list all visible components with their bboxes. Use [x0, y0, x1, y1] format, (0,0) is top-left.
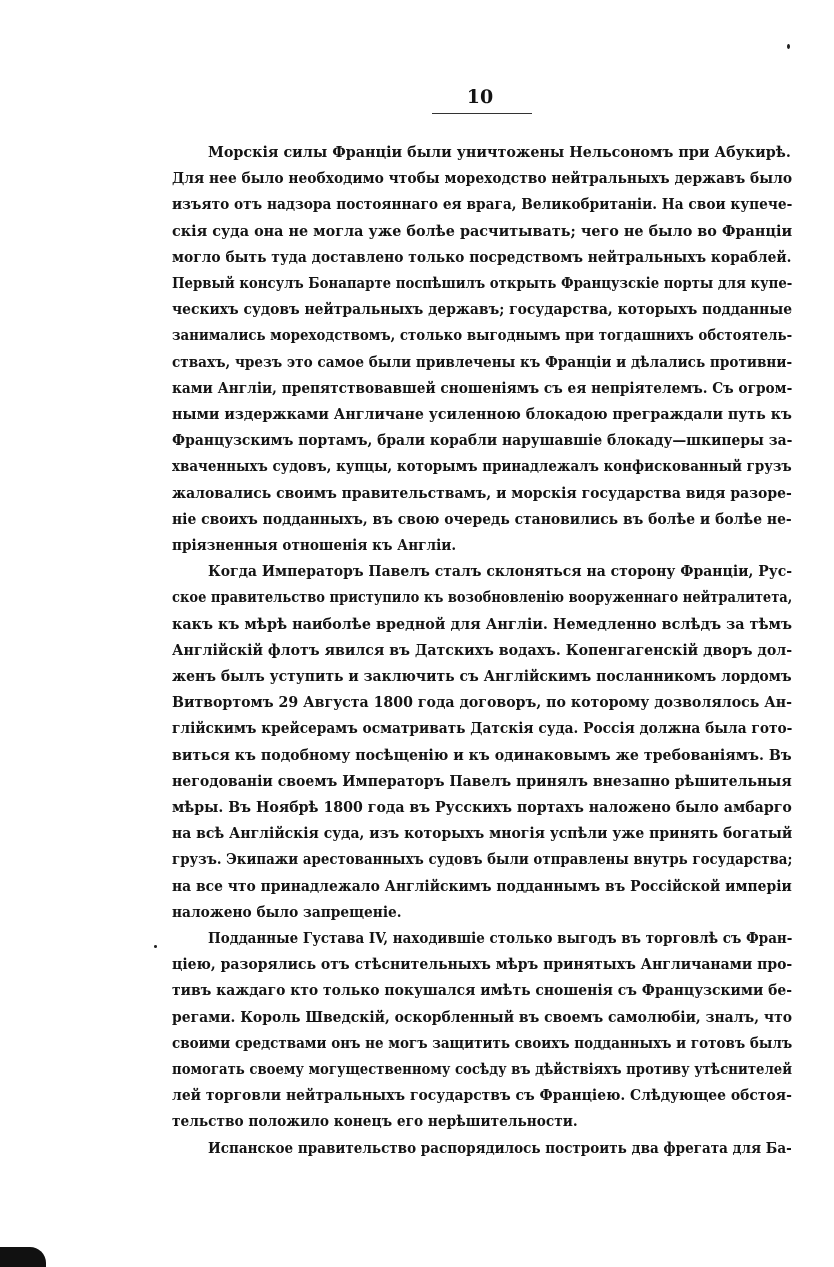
text-line: мѣры. Въ Ноябрѣ 1800 года въ Русскихъ портахъ наложено было амбарго [172, 798, 792, 816]
scan-corner-mark [0, 1247, 46, 1267]
text-line: изъято отъ надзора постояннаго ея врага, Великобританіи. На свои купече- [172, 195, 793, 213]
text-line: тивъ каждаго кто только покушался имѣть сношенія съ Французскими бе- [172, 981, 793, 999]
text-line: ніе своихъ подданныхъ, въ свою очередь становились въ болѣе и болѣе не- [172, 510, 792, 528]
text-line: ское правительство приступило къ возобновленію вооруженнаго нейтралитета, [172, 588, 793, 606]
text-line: своими средствами онъ не могъ защитить своихъ подданныхъ и готовъ былъ [172, 1034, 793, 1052]
text-line: негодованіи своемъ Императоръ Павелъ принялъ внезапно рѣшительныя [172, 772, 792, 790]
text-line: скія суда она не могла уже болѣе расчитывать; чего не было во Франціи [172, 222, 793, 240]
text-line: ціею, разорялись отъ стѣснительныхъ мѣръ принятыхъ Англичанами про- [172, 955, 793, 973]
text-line: Морскія силы Франціи были уничтожены Нельсономъ при Абукирѣ. [208, 143, 791, 161]
text-line: ческихъ судовъ нейтральныхъ державъ; государства, которыхъ подданные [172, 300, 793, 318]
text-line: глійскимъ крейсерамъ осматривать Датскія суда. Россія должна была гото- [172, 719, 793, 737]
text-line: Подданные Густава IV, находившіе столько выгодъ въ торговлѣ съ Фран- [208, 929, 793, 947]
text-line: на всѣ Англійскія суда, изъ которыхъ многія успѣли уже принять богатый [172, 824, 793, 842]
text-line: тельство положило конецъ его нерѣшительности. [172, 1112, 578, 1130]
text-line: пріязненныя отношенія къ Англіи. [172, 536, 457, 554]
text-line: Витвортомъ 29 Августа 1800 года договоръ, по которому дозволялось Ан- [172, 693, 792, 711]
text-line: Испанское правительство распорядилось построить два фрегата для Ба- [208, 1139, 792, 1157]
scan-speck [787, 44, 790, 49]
text-line: занимались мореходствомъ, столько выгоднымъ при тогдашнихъ обстоятель- [172, 326, 793, 344]
text-line: Англійскій флотъ явился въ Датскихъ водахъ. Копенгагенскій дворъ дол- [172, 641, 793, 659]
text-line: ными издержками Англичане усиленною блокадою преграждали путь къ [172, 405, 792, 423]
text-line: ствахъ, чрезъ это самое были привлечены къ Франціи и дѣлались противни- [172, 353, 793, 371]
text-line: какъ къ мѣрѣ наиболѣе вредной для Англіи. Немедленно вслѣдъ за тѣмъ [172, 615, 793, 633]
text-line: хваченныхъ судовъ, купцы, которымъ принадлежалъ конфискованный грузъ [172, 457, 792, 475]
text-line: помогать своему могущественному сосѣду въ дѣйствіяхъ противу утѣснителей [172, 1060, 793, 1078]
text-line: ками Англіи, препятствовавшей сношеніямъ съ ея непріятелемъ. Съ огром- [172, 379, 793, 397]
text-line: грузъ. Экипажи арестованныхъ судовъ были отправлены внутрь государства; [172, 850, 793, 868]
text-line: лей торговли нейтральныхъ государствъ съ Франціею. Слѣдующее обстоя- [172, 1086, 792, 1104]
page-number: 10 [466, 86, 494, 108]
text-line: на все что принадлежало Англійскимъ подданнымъ въ Россійской имперіи [172, 877, 792, 895]
text-line: могло быть туда доставлено только посредствомъ нейтральныхъ кораблей. [172, 248, 792, 266]
text-line: Первый консулъ Бонапарте поспѣшилъ открыть Французскіе порты для купе- [172, 274, 793, 292]
text-line: виться къ подобному посѣщенію и къ одинаковымъ же требованіямъ. Въ [172, 746, 792, 764]
page-number-rule [432, 113, 532, 114]
text-line: жаловались своимъ правительствамъ, и морскія государства видя разоре- [172, 484, 792, 502]
text-line: регами. Король Шведскій, оскорбленный въ своемъ самолюбіи, зналъ, что [172, 1008, 792, 1026]
text-line: Когда Императоръ Павелъ сталъ склоняться на сторону Франціи, Рус- [208, 562, 793, 580]
text-line: Для нее было необходимо чтобы мореходство нейтральныхъ державъ было [172, 169, 793, 187]
text-line: Французскимъ портамъ, брали корабли нарушавшіе блокаду—шкиперы за- [172, 431, 793, 449]
text-line: женъ былъ уступить и заключить съ Англійскимъ посланникомъ лордомъ [172, 667, 792, 685]
scan-speck [154, 945, 157, 948]
text-line: наложено было запрещеніе. [172, 903, 402, 921]
